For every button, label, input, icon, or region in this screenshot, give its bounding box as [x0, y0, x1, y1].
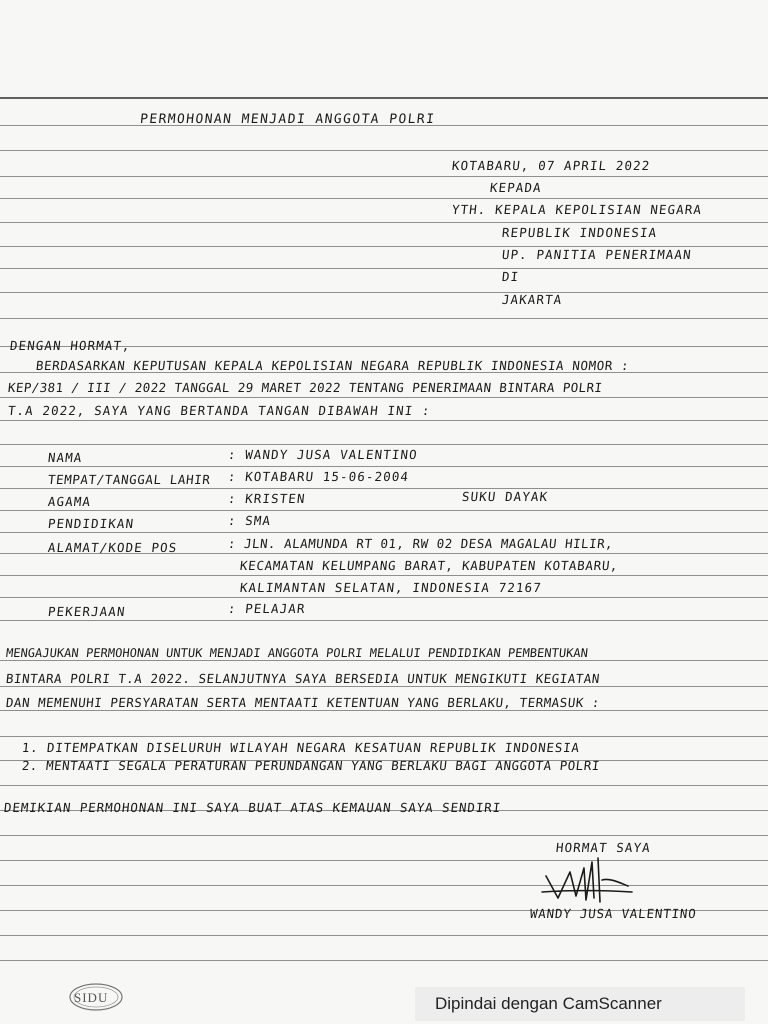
ruled-line — [0, 935, 768, 936]
ruled-line — [0, 686, 768, 687]
ruled-line — [0, 710, 768, 711]
ruled-line — [0, 860, 768, 861]
ruled-line — [0, 97, 768, 99]
field-value-nama: : WANDY JUSA VALENTINO — [227, 447, 419, 462]
ruled-line — [0, 222, 768, 223]
ruled-line — [0, 397, 768, 398]
letter-title: PERMOHONAN MENJADI ANGGOTA POLRI — [139, 112, 437, 127]
ruled-line — [0, 736, 768, 737]
signer-name: WANDY JUSA VALENTINO — [529, 906, 698, 921]
ruled-line — [0, 292, 768, 293]
field-label-alamat: ALAMAT/KODE POS — [47, 540, 179, 555]
body-line: BINTARA POLRI T.A 2022. SELANJUTNYA SAYA BERSEDIA UNTUK MENGIKUTI KEGIATAN — [5, 671, 601, 686]
ruled-line — [0, 620, 768, 621]
list-item: 2. MENTAATI SEGALA PERATURAN PERUNDANGAN YANG BERLAKU BAGI ANGGOTA POLRI — [21, 758, 601, 773]
field-value-pendidikan: : SMA — [227, 513, 272, 528]
field-value-agama: : KRISTEN — [227, 491, 307, 506]
ruled-line — [0, 660, 768, 661]
ruled-line — [0, 510, 768, 511]
intro-line: T.A 2022, SAYA YANG BERTANDA TANGAN DIBAWAH INI : — [7, 403, 432, 418]
address-continued: KALIMANTAN SELATAN, INDONESIA 72167 — [239, 580, 543, 595]
recipient-line: REPUBLIK INDONESIA — [501, 225, 659, 240]
field-label-agama: AGAMA — [47, 494, 92, 509]
ruled-line — [0, 420, 768, 421]
field-label-ttl: TEMPAT/TANGGAL LAHIR — [47, 472, 212, 487]
ruled-line — [0, 597, 768, 598]
recipient-line: DI — [501, 269, 521, 284]
field-label-pekerjaan: PEKERJAAN — [47, 604, 127, 619]
body-line: DAN MEMENUHI PERSYARATAN SERTA MENTAATI KETENTUAN YANG BERLAKU, TERMASUK : — [5, 695, 601, 710]
ruled-line — [0, 268, 768, 269]
address-continued: KECAMATAN KELUMPANG BARAT, KABUPATEN KOTABARU, — [239, 558, 620, 573]
suku-text: SUKU DAYAK — [461, 489, 550, 504]
regards: HORMAT SAYA — [555, 840, 652, 855]
field-value-ttl: : KOTABARU 15-06-2004 — [227, 469, 410, 484]
field-label-pendidikan: PENDIDIKAN — [47, 516, 136, 531]
ruled-line — [0, 960, 768, 961]
field-value-pekerjaan: : PELAJAR — [227, 601, 307, 616]
ruled-line — [0, 150, 768, 151]
ruled-line — [0, 835, 768, 836]
scanner-banner-text: Dipindai dengan CamScanner — [435, 994, 662, 1013]
place-date: KOTABARU, 07 APRIL 2022 — [451, 158, 652, 173]
sidu-logo-text: SIDU — [74, 990, 109, 1005]
intro-line: BERDASARKAN KEPUTUSAN KEPALA KEPOLISIAN NEGARA REPUBLIK INDONESIA NOMOR : — [35, 358, 630, 373]
intro-line: KEP/381 / III / 2022 TANGGAL 29 MARET 2022 TENTANG PENERIMAAN BINTARA POLRI — [7, 380, 604, 395]
closing-line: DEMIKIAN PERMOHONAN INI SAYA BUAT ATAS KEMAUAN SAYA SENDIRI — [3, 800, 502, 815]
ruled-line — [0, 318, 768, 319]
recipient-line: YTH. KEPALA KEPOLISIAN NEGARA — [451, 202, 703, 217]
ruled-line — [0, 444, 768, 445]
ruled-line — [0, 575, 768, 576]
ruled-line — [0, 785, 768, 786]
ruled-line — [0, 176, 768, 177]
greeting: DENGAN HORMAT, — [9, 338, 132, 353]
signature-icon — [540, 852, 635, 907]
ruled-line — [0, 198, 768, 199]
body-line: MENGAJUKAN PERMOHONAN UNTUK MENJADI ANGGOTA POLRI MELALUI PENDIDIKAN PEMBENTUKAN — [5, 646, 589, 660]
ruled-line — [0, 532, 768, 533]
field-label-nama: NAMA — [47, 450, 84, 465]
field-value-alamat: : JLN. ALAMUNDA RT 01, RW 02 DESA MAGALAU HILIR, — [227, 536, 615, 551]
ruled-line — [0, 885, 768, 886]
to-label: KEPADA — [489, 180, 543, 195]
recipient-line: UP. PANITIA PENERIMAAN — [501, 247, 693, 262]
ruled-line — [0, 488, 768, 489]
ruled-line — [0, 466, 768, 467]
list-item: 1. DITEMPATKAN DISELURUH WILAYAH NEGARA KESATUAN REPUBLIK INDONESIA — [21, 740, 581, 755]
recipient-line: JAKARTA — [501, 292, 564, 307]
